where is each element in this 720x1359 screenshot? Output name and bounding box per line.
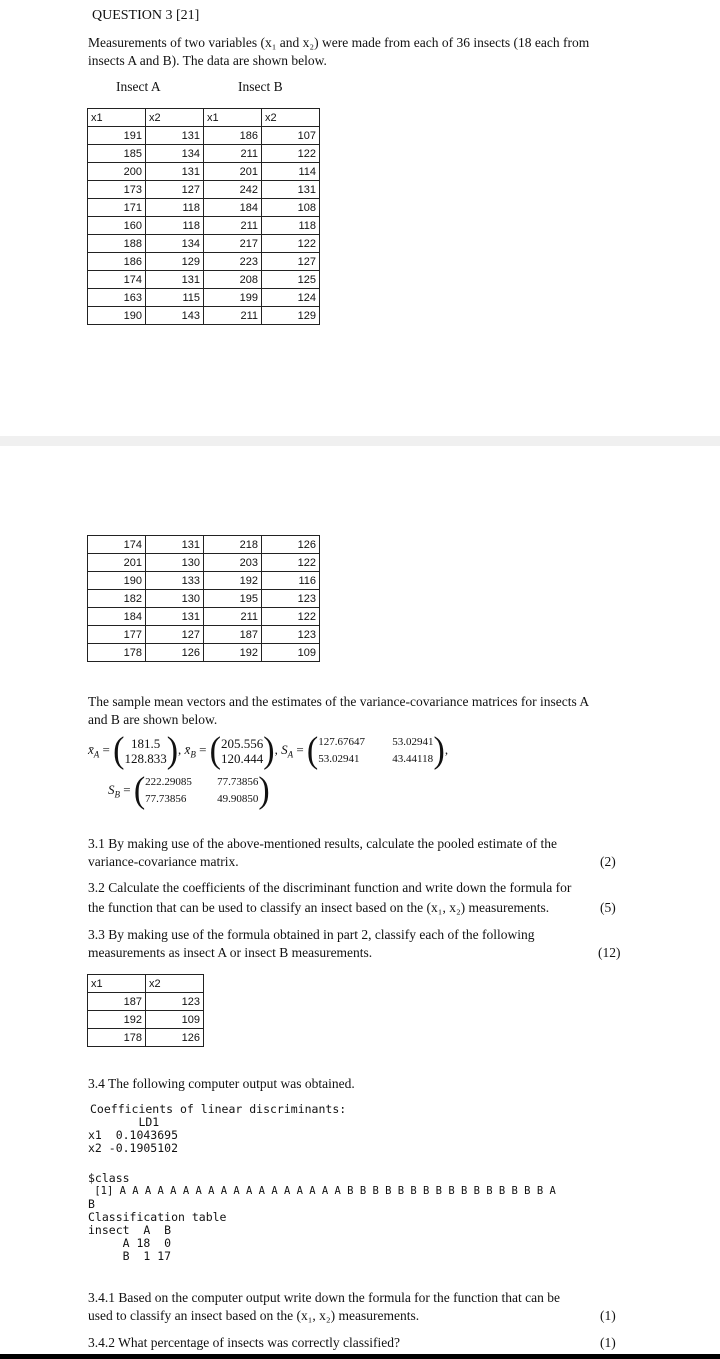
table-cell: 107 (262, 127, 320, 145)
table-cell: 192 (204, 572, 262, 590)
table-cell: 190 (88, 572, 146, 590)
column-header: x1 (88, 109, 146, 127)
output-table-head: insect A B (88, 1223, 172, 1237)
table-row (88, 289, 320, 307)
column-header: x2 (146, 109, 204, 127)
table-cell: 187 (204, 626, 262, 644)
output-ld: LD1 (90, 1115, 160, 1129)
summary-line-1: The sample mean vectors and the estimates of the variance-covariance matrices for insects A (88, 694, 590, 709)
table-row (88, 253, 320, 271)
q31-line-1: 3.1 By making use of the above-mentioned results, calculate the pooled estimate of the (88, 836, 557, 851)
table-cell: 122 (262, 235, 320, 253)
table-cell: 177 (88, 626, 146, 644)
table-cell: 143 (146, 307, 204, 325)
table-cell: 123 (146, 993, 204, 1011)
table-row (88, 163, 320, 181)
q341-line-2: used to classify an insect based on the (x₁, x₂) measurements. (88, 1308, 420, 1323)
table-cell: 211 (204, 145, 262, 163)
q32-line-1: 3.2 Calculate the coefficients of the discriminant function and write down the formula for (88, 880, 572, 895)
table-row (88, 217, 320, 235)
table-cell: 188 (88, 235, 146, 253)
table-row (88, 199, 320, 217)
table-cell: 203 (204, 554, 262, 572)
question-title: QUESTION 3 [21] (92, 8, 200, 23)
insect-data-table-part2 (87, 535, 320, 662)
table-row (88, 1011, 204, 1029)
table-cell: 174 (88, 536, 146, 554)
table-cell: 182 (88, 590, 146, 608)
table-cell: 178 (88, 1029, 146, 1047)
table-row (88, 590, 320, 608)
table-cell: 118 (262, 217, 320, 235)
output-table-b: B 1 17 (88, 1249, 172, 1263)
table-cell: 122 (262, 145, 320, 163)
insect-a-label: Insect A (116, 79, 161, 94)
table-row (88, 554, 320, 572)
table-row (88, 127, 320, 145)
table-cell: 192 (88, 1011, 146, 1029)
q31-marks: (2) (600, 854, 616, 869)
table-cell: 123 (262, 626, 320, 644)
table-header-row (88, 975, 204, 993)
table-cell: 201 (88, 554, 146, 572)
table-cell: 129 (262, 307, 320, 325)
table-cell: 131 (146, 163, 204, 181)
q32-line-2: the function that can be used to classify an insect based on the (x₁, x₂) measurements. (88, 900, 550, 915)
mean-a-2: 128.833 (124, 751, 167, 766)
mean-b-2: 120.444 (220, 751, 264, 766)
table-cell: 127 (146, 181, 204, 199)
s-b-21: 77.73856 (145, 793, 187, 805)
table-cell: 178 (88, 644, 146, 662)
table-cell: 130 (146, 554, 204, 572)
mean-vectors-formula: $x̄_A$ = ( 181.5 128.833), $x̄_B = (205.556$ 120.444), $S_A = (127.67647$ 53.02941 53.02941 43.44118), (88, 730, 449, 771)
table-cell: 201 (204, 163, 262, 181)
s-a-22: 43.44118 (392, 753, 434, 765)
insect-b-label: Insect B (238, 79, 283, 94)
table-cell: 116 (262, 572, 320, 590)
insect-data-table-part1 (87, 108, 320, 325)
table-cell: 192 (204, 644, 262, 662)
table-cell: 185 (88, 145, 146, 163)
q33-line-1: 3.3 By making use of the formula obtained in part 2, classify each of the following (88, 927, 535, 942)
q33-marks: (12) (598, 945, 621, 960)
table-cell: 127 (262, 253, 320, 271)
table-cell: 131 (146, 536, 204, 554)
table-cell: 223 (204, 253, 262, 271)
table-row (88, 536, 320, 554)
table-row (88, 145, 320, 163)
table-cell: 126 (146, 644, 204, 662)
classify-table (87, 974, 204, 1047)
table-row (88, 993, 204, 1011)
q342-line: 3.4.2 What percentage of insects was correctly classified? (88, 1335, 400, 1350)
column-header: x2 (262, 109, 320, 127)
table-row (88, 1029, 204, 1047)
table-cell: 127 (146, 626, 204, 644)
bottom-edge (0, 1354, 720, 1359)
table-cell: 108 (262, 199, 320, 217)
table-row (88, 271, 320, 289)
table-cell: 133 (146, 572, 204, 590)
table-cell: 208 (204, 271, 262, 289)
table-header-row (88, 109, 320, 127)
table-cell: 199 (204, 289, 262, 307)
table-cell: 171 (88, 199, 146, 217)
table-cell: 218 (204, 536, 262, 554)
table-cell: 122 (262, 554, 320, 572)
table-cell: 131 (146, 271, 204, 289)
table-cell: 211 (204, 217, 262, 235)
table-cell: 187 (88, 993, 146, 1011)
s-b-formula: $S_B = (222.29085$ 77.73856 77.73856 49.90850) (108, 770, 270, 811)
table-cell: 160 (88, 217, 146, 235)
table-cell: 174 (88, 271, 146, 289)
table-cell: 200 (88, 163, 146, 181)
column-header: x2 (146, 975, 204, 993)
table-cell: 123 (262, 590, 320, 608)
q31-line-2: variance-covariance matrix. (88, 854, 239, 869)
intro-line-2: insects A and B). The data are shown below. (88, 53, 327, 68)
table-cell: 126 (146, 1029, 204, 1047)
q32-marks: (5) (600, 900, 616, 915)
table-cell: 134 (146, 235, 204, 253)
intro-line-1: Measurements of two variables (x₁ and x₂) were made from each of 36 insects (18 each from (88, 35, 590, 50)
s-a-11: 127.67647 (318, 736, 365, 748)
table-row (88, 181, 320, 199)
table-cell: 163 (88, 289, 146, 307)
q34-line: 3.4 The following computer output was obtained. (88, 1076, 355, 1091)
table-cell: 126 (262, 536, 320, 554)
column-header: x1 (204, 109, 262, 127)
table-cell: 131 (262, 181, 320, 199)
table-cell: 186 (204, 127, 262, 145)
table-cell: 124 (262, 289, 320, 307)
table-cell: 118 (146, 217, 204, 235)
s-b-12: 77.73856 (217, 776, 259, 788)
table-cell: 109 (146, 1011, 204, 1029)
table-cell: 186 (88, 253, 146, 271)
q341-marks: (1) (600, 1308, 616, 1323)
table-row (88, 644, 320, 662)
table-cell: 184 (88, 608, 146, 626)
table-row (88, 626, 320, 644)
q342-marks: (1) (600, 1335, 616, 1350)
table-cell: 114 (262, 163, 320, 181)
table-cell: 191 (88, 127, 146, 145)
table-cell: 190 (88, 307, 146, 325)
q33-line-2: measurements as insect A or insect B measurements. (88, 945, 373, 960)
table-cell: 217 (204, 235, 262, 253)
output-x1: x1 0.1043695 (88, 1128, 179, 1142)
output-table-title: Classification table (88, 1210, 227, 1224)
table-cell: 115 (146, 289, 204, 307)
output-class-row: [1] A A A A A A A A A A A A A A A A A A B B B B B B B B B B B B B B B B A (88, 1185, 556, 1197)
table-cell: 129 (146, 253, 204, 271)
page-break (0, 436, 720, 446)
s-b-22: 49.90850 (217, 793, 259, 805)
mean-a-1: 181.5 (130, 736, 161, 751)
table-row (88, 572, 320, 590)
q341-line-1: 3.4.1 Based on the computer output write down the formula for the function that can be (88, 1290, 560, 1305)
table-cell: 125 (262, 271, 320, 289)
table-cell: 173 (88, 181, 146, 199)
output-b: B (88, 1197, 95, 1211)
s-a-21: 53.02941 (318, 753, 360, 765)
table-cell: 211 (204, 608, 262, 626)
output-coef-title: Coefficients of linear discriminants: (90, 1102, 347, 1116)
table-cell: 130 (146, 590, 204, 608)
s-b-11: 222.29085 (145, 776, 192, 788)
table-cell: 122 (262, 608, 320, 626)
output-x2: x2 -0.1905102 (88, 1141, 179, 1155)
column-header: x1 (88, 975, 146, 993)
table-cell: 242 (204, 181, 262, 199)
table-row (88, 608, 320, 626)
output-class: $class (88, 1171, 130, 1185)
table-cell: 211 (204, 307, 262, 325)
table-cell: 184 (204, 199, 262, 217)
mean-b-1: 205.556 (220, 736, 264, 751)
table-cell: 118 (146, 199, 204, 217)
table-cell: 195 (204, 590, 262, 608)
table-row (88, 307, 320, 325)
table-row (88, 235, 320, 253)
summary-line-2: and B are shown below. (88, 712, 218, 727)
output-table-a: A 18 0 (88, 1236, 172, 1250)
table-cell: 131 (146, 608, 204, 626)
table-cell: 134 (146, 145, 204, 163)
table-cell: 131 (146, 127, 204, 145)
s-a-12: 53.02941 (392, 736, 434, 748)
table-cell: 109 (262, 644, 320, 662)
